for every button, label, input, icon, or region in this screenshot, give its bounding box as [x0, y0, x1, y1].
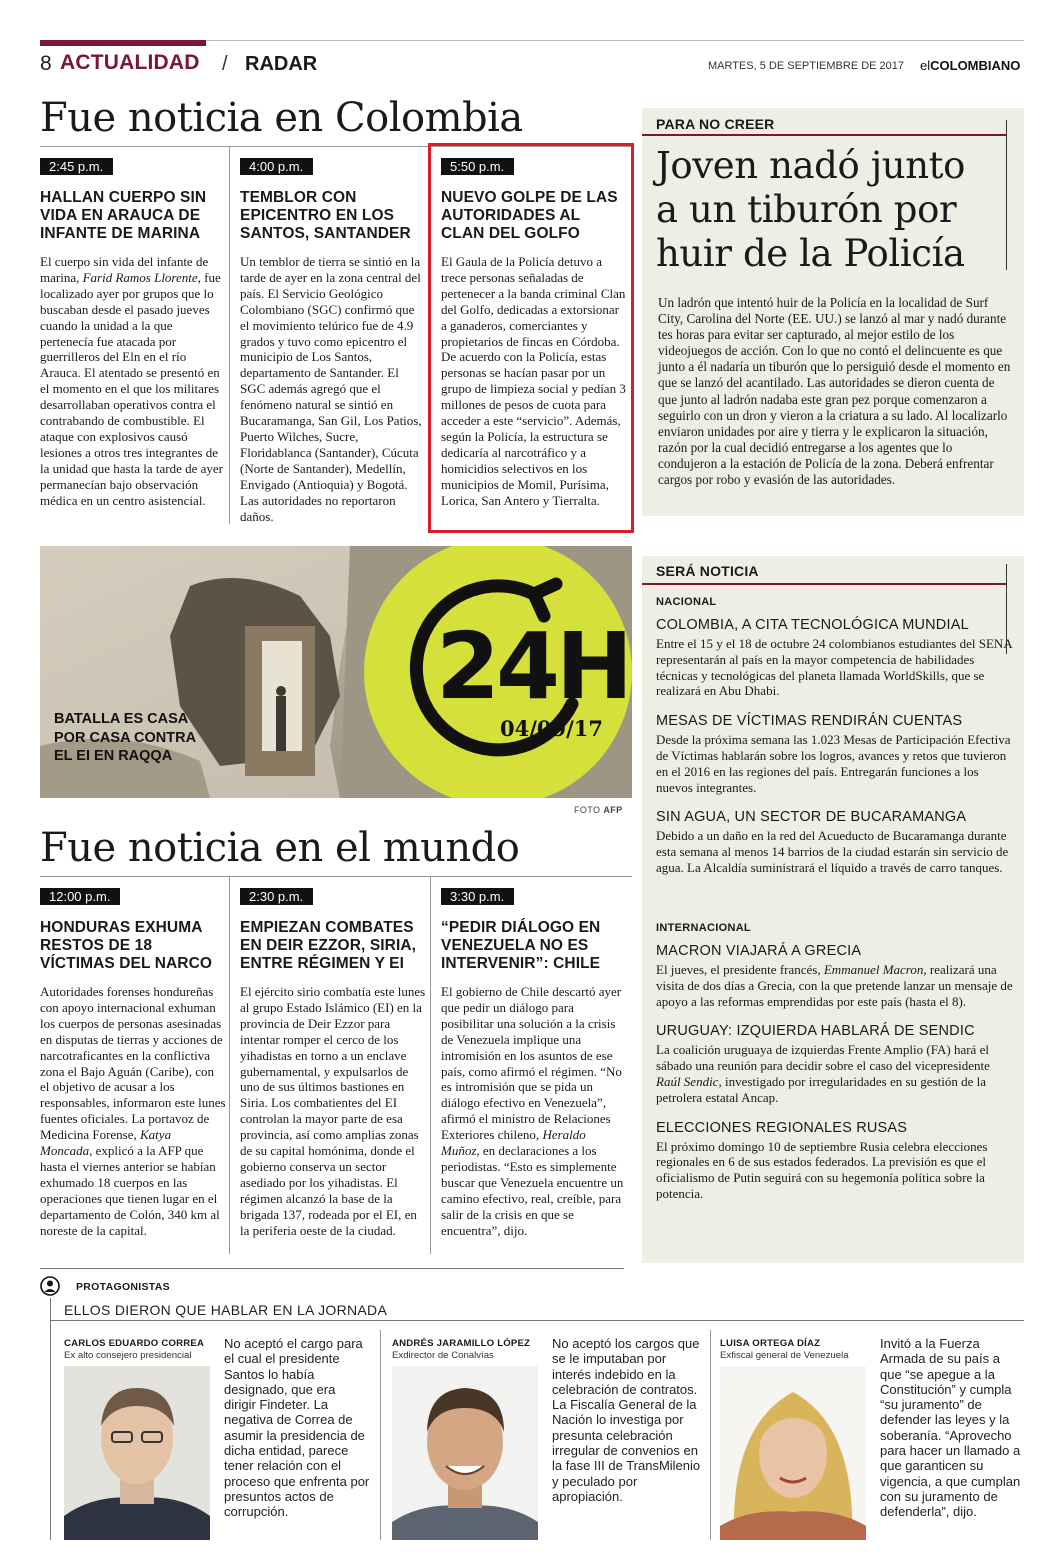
story-headline: EMPIEZAN COMBATES EN DEIR EZZOR, SIRIA, ENTRE RÉGIMEN Y EI — [240, 919, 417, 972]
list-item — [656, 809, 1016, 875]
colombia-section-title: Fue noticia en Colombia — [40, 95, 523, 141]
item-body-text: El jueves, el presidente francés, — [656, 962, 824, 977]
time-badge: 2:45 p.m. — [40, 158, 113, 175]
list-item — [656, 617, 1016, 699]
person-quote: Invitó a la Fuerza Armada de su país a que “se apegue a la Constitución” y cumpla “su juramento” de defender las leyes y la soberanía. “Aprovecho para hacer un llamado a que garanticen su vigencia, a que cumplan con su juramento de defenderla”, dijo. — [880, 1336, 1021, 1520]
story-headline: HALLAN CUERPO SIN VIDA EN ARAUCA DE INFANTE DE MARINA — [40, 189, 207, 242]
protagonistas-subtitle: ELLOS DIERON QUE HABLAR EN LA JORNADA — [64, 1302, 388, 1318]
story-body-name: Katya Moncada — [40, 1127, 172, 1159]
avatar — [64, 1366, 210, 1540]
avatar — [392, 1366, 538, 1540]
list-item — [656, 1023, 1016, 1105]
person-name: LUISA ORTEGA DÍAZ — [720, 1338, 821, 1349]
column-divider — [229, 146, 230, 524]
photo-credit-prefix: FOTO — [574, 805, 601, 815]
portrait-image — [392, 1366, 538, 1540]
item-body-text: La coalición uruguaya de izquierdas Frente Amplio (FA) hará el sábado una reunión para decidir sobre el caso del vicepresidente — [656, 1042, 990, 1074]
story-body-text: , explicó a la AFP que hasta el viernes anterior se habían exhumado 18 cuerpos en las operaciones que tienen lugar en el departamento de Colón, 340 km al noreste de la capital. — [40, 1143, 220, 1238]
story-body-text: El gobierno de Chile descartó ayer que pedir un diálogo para posibilitar una solución a la crisis de Venezuela implique una intromisión en los asuntos de ese país, como afirmó el régimen. “No es intromisión que se pida un diálogo efectivo en Venezuela”, afirmó el ministro de Relaciones Exteriores chileno, — [441, 984, 622, 1143]
kicker-rule — [642, 134, 1006, 136]
time-badge: 5:50 p.m. — [441, 158, 514, 175]
24h-logo-text: 24H — [436, 613, 630, 720]
time-badge: 12:00 p.m. — [40, 888, 120, 905]
list-item — [656, 943, 1016, 1009]
story-body-name: Farid Ramos Llorente — [82, 269, 198, 285]
column-divider — [380, 1330, 381, 1540]
story-body-text: , fue localizado ayer por grupos que lo buscaban desde el pasado jueves cuando la unidad a la que pertenecía fue atacada por guerrilleros del Eln en el río Arauca. El atentado se presentó en el momento en el que los militares desarrollaban operativos contra el contrabando de combustible. El ataque con explosivos causó lesiones a otros tres integrantes de la unidad que hasta la tarde de ayer permanecían bajo observación médica en un centro asistencial. — [40, 269, 223, 508]
internacional-label: INTERNACIONAL — [656, 922, 751, 934]
section-name: ACTUALIDAD — [60, 51, 200, 74]
story-headline: TEMBLOR CON EPICENTRO EN LOS SANTOS, SANTANDER — [240, 189, 411, 242]
protagonistas-left-rule — [50, 1298, 51, 1540]
story-body-text: El cuerpo sin vida del infante de marina, — [40, 254, 209, 285]
person-role: Ex alto consejero presidencial — [64, 1350, 192, 1361]
protagonistas-label: PROTAGONISTAS — [76, 1281, 170, 1293]
mundo-section-title: Fue noticia en el mundo — [40, 825, 520, 871]
brand-name: COLOMBIANO — [930, 58, 1021, 73]
news-photo — [40, 546, 632, 798]
item-body — [656, 1042, 1016, 1105]
portrait-image — [720, 1366, 866, 1540]
item-title: MESAS DE VÍCTIMAS RENDIRÁN CUENTAS — [656, 713, 963, 730]
person-quote: No aceptó el cargo para el cual el presidente Santos lo había designado, que era dirigir Findeter. La negativa de Correa de asumir la presidencia de dicha entidad, parece tener relación con el proceso que enfrenta por presuntos actos de corrupción. — [224, 1336, 370, 1520]
newspaper-brand — [920, 58, 1020, 73]
person-role: Exdirector de Conalvías — [392, 1350, 494, 1361]
person-name: CARLOS EDUARDO CORREA — [64, 1338, 205, 1349]
para-no-creer-title: Joven nadó junto a un tiburón por huir de la Policía — [656, 144, 965, 275]
story-body — [441, 984, 627, 1239]
time-badge: 4:00 p.m. — [240, 158, 313, 175]
story-headline: HONDURAS EXHUMA RESTOS DE 18 VÍCTIMAS DEL NARCO — [40, 919, 213, 972]
24h-logo-date: 04/09/17 — [500, 716, 604, 741]
list-item — [656, 1120, 1016, 1202]
mundo-story-1 — [40, 888, 226, 1239]
mundo-story-2 — [240, 888, 426, 1239]
kicker-rule — [642, 583, 1006, 585]
item-body: Entre el 15 y el 18 de octubre 24 colombianos estudiantes del SENA representarán al país en la mayor competencia de habilidades técnicas y tecnológicas del planeta llamada WorldSkills, que se realizará en Abu Dhabi. — [656, 636, 1012, 699]
story-body: El Gaula de la Policía detuvo a trece personas señaladas de pertenecer a la banda criminal Clan del Golfo, dedicadas a extorsionar a ganaderos, comerciantes y propietarios de fincas en Córdoba. De acuerdo con la Policía, estas personas se hacían pasar por un grupo de limpieza social y pedían 3 millones de pesos de cuota para acceder a este “servicio”. Además, según la Policía, la estructura se dedicaría al narcotráfico y a homicidios selectivos en los municipios de Momil, Purísima, Lorica, San Antero y Tierralta. — [441, 254, 626, 508]
story-body: El ejército sirio combatía este lunes al grupo Estado Islámico (EI) en la provincia de Deir Ezzor para intentar romper el cerco de los yihadistas en torno a un enclave gubernamental, y expulsarlos de uno de sus últimos bastiones en Siria. Los combatientes del EI controlan la mayor parte de esa provincia, así como amplias zonas de su capital homónima, donde el gobierno conserva un sector asediado por los yihadistas. El régimen alcanzó la base de la brigada 137, rodeada por el EI, en la periferia oeste de la ciudad. — [240, 984, 426, 1238]
para-no-creer-kicker: PARA NO CREER — [656, 116, 775, 132]
item-body: Debido a un daño en la red del Acueducto de Bucaramanga durante esta semana al menos 14 barrios de la ciudad estarán sin servicio de agua. La Alcaldía suministrará el líquido a través de carro tanques. — [656, 828, 1009, 875]
nacional-label: NACIONAL — [656, 596, 717, 608]
colombia-story-2 — [240, 158, 426, 524]
person-quote: No aceptó los cargos que se le imputaban por interés indebido en la celebración de contratos. La Fiscalía General de la Nación lo investiga por presunta celebración irregular de convenios en la fase III de TransMilenio y peculado por apropiación. — [552, 1336, 701, 1504]
nacional-list — [656, 606, 1016, 876]
column-divider — [710, 1330, 711, 1540]
story-body-text: , en declaraciones a los periodistas. “Esto es simplemente buscar que Venezuela encuentre un camino efectivo, real, creíble, para salir de la crisis en que se encuentra”, dijo. — [441, 1143, 624, 1238]
story-body-name: Heraldo Muñoz — [441, 1127, 586, 1159]
story-body-text: Autoridades forenses hondureñas con apoyo internacional exhuman los cuerpos de personas asesinadas en disputas de tierras y acciones de narcotraficantes en la conflictiva zona el Bajo Aguán (Caribe), con el objetivo de acusar a los responsables, informaron este lunes fuentes oficiales. La portavoz de Medicina Forense, — [40, 984, 226, 1143]
item-title: SIN AGUA, UN SECTOR DE BUCARAMANGA — [656, 809, 967, 826]
item-title: URUGUAY: IZQUIERDA HABLARÁ DE SENDIC — [656, 1023, 975, 1040]
item-title: ELECCIONES REGIONALES RUSAS — [656, 1119, 908, 1136]
person-role: Exfiscal general de Venezuela — [720, 1350, 849, 1361]
photo-credit — [574, 805, 623, 815]
item-body-text: , investigado por irregularidades en su gestión de la petrolera estatal Ancap. — [656, 1073, 986, 1105]
item-body — [656, 962, 1016, 1009]
issue-date: MARTES, 5 DE SEPTIEMBRE DE 2017 — [708, 60, 905, 72]
sera-noticia-kicker: SERÁ NOTICIA — [656, 563, 759, 579]
colombia-story-1 — [40, 158, 226, 509]
item-body-name: Emmanuel Macron — [823, 962, 924, 977]
kicker-vertical-rule — [1006, 120, 1007, 270]
protagonistas-top-rule — [40, 1268, 624, 1269]
mundo-rule — [40, 876, 632, 877]
story-body: Un temblor de tierra se sintió en la tarde de ayer en la zona central del país. El Servicio Geológico Colombiano (SGC) confirmó que el movimiento telúrico fue de 4.9 grados y tuvo como epicentro el municipio de Los Santos, departamento de Santander. El SGC además agregó que el fenómeno natural se sintió en Bucaramanga, San Gil, Los Patios, Puerto Wilches, Sucre, Floridablanca (Santander), Cúcuta (Norte de Santander), Medellín, Envigado (Antioquia) y Bogotá. Las autoridades no reportaron daños. — [240, 254, 422, 524]
para-no-creer-body: Un ladrón que intentó huir de la Policía en la localidad de Surf City, Carolina del Norte (EE. UU.) se lanzó al mar y nadó durante tes horas para evitar ser capturado, al mejor estilo de los videojuegos de acción. Con lo que no contó el delincuente es que junto a él nadaría un tiburón que lo persiguió desde el momento en que se lanzó del acantilado. Las autoridades se dieron cuenta de que junto al ladrón nadaba este gran pez porque comenzaron a seguirlo con un dron y vieron a la criatura a su lado. Al localizarlo enviaron unidades por aire y tierra y le explicaron la situación, razón por la cual decidió entregarse a los agentes que lo condujeron a la estación de Policía de la zona. Deberá enfrentar cargos por robo y evasión de las autoridades. — [658, 295, 1011, 488]
section-accent-bar — [40, 40, 206, 46]
story-body — [40, 984, 226, 1239]
list-item — [656, 713, 1016, 795]
person-name: ANDRÉS JARAMILLO LÓPEZ — [392, 1338, 531, 1349]
item-body-name: Raúl Sendic — [656, 1073, 719, 1089]
item-body: Desde la próxima semana las 1.023 Mesas de Participación Efectiva de Víctimas hablarán sobre los logros, avances y retos que tuvieron en el 2016 en las regiones del país. Entregarán funciones a los nuevos integrantes. — [656, 732, 1011, 795]
item-body — [656, 1139, 1016, 1202]
column-divider — [430, 876, 431, 1254]
story-body — [40, 254, 226, 509]
item-body-text: , realizará una visita de dos días a Grecia, con la que pretende lanzar un mensaje de apoyo a las reformas emprendidas por este país (hasta el 8). — [656, 962, 1013, 1009]
page-number: 8 — [40, 52, 52, 75]
column-divider — [229, 876, 230, 1254]
story-headline: NUEVO GOLPE DE LAS AUTORIDADES AL CLAN DEL GOLFO — [441, 189, 618, 242]
brand-prefix: el — [920, 58, 931, 73]
time-badge: 2:30 p.m. — [240, 888, 313, 905]
mundo-story-3 — [441, 888, 627, 1239]
item-title: COLOMBIA, A CITA TECNOLÓGICA MUNDIAL — [656, 617, 969, 633]
photo-caption: BATALLA ES CASA POR CASA CONTRA EL EI EN RAQQA — [54, 711, 196, 764]
story-headline: “PEDIR DIÁLOGO EN VENEZUELA NO ES INTERVENIR”: CHILE — [441, 919, 601, 972]
avatar — [720, 1366, 866, 1540]
item-title: MACRON VIAJARÁ A GRECIA — [656, 943, 862, 959]
portrait-image — [64, 1366, 210, 1540]
subsection-name: RADAR — [245, 53, 318, 75]
protagonistas-subtitle-rule — [50, 1320, 1024, 1321]
time-badge: 3:30 p.m. — [441, 888, 514, 905]
internacional-list — [656, 932, 1016, 1202]
photo-credit-agency: AFP — [603, 805, 623, 815]
person-icon — [40, 1276, 60, 1296]
section-separator: / — [222, 53, 228, 75]
highlight-box — [428, 143, 634, 533]
item-body-text: El próximo domingo 10 de septiembre Rusia celebra elecciones regionales en 6 de sus estados federados. La previsión es que el oficialismo de Putin seguirá con su hegemonía política sobre la potencia. — [656, 1138, 988, 1201]
